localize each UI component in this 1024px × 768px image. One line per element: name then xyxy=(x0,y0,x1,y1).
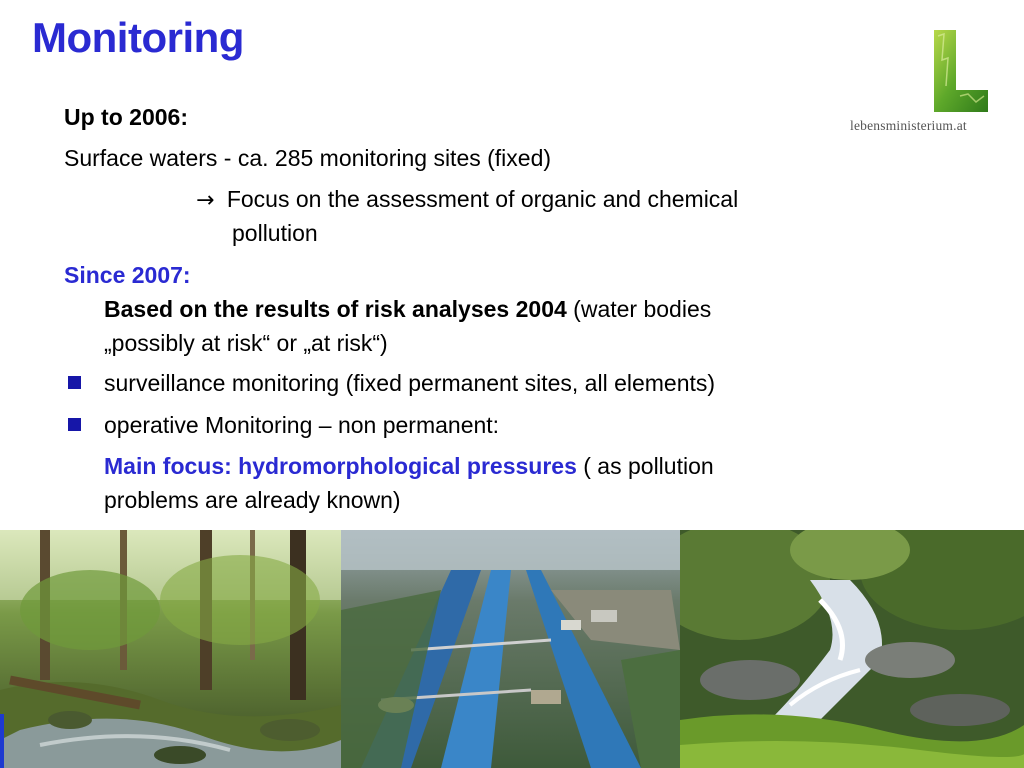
risk-analysis-line-1 xyxy=(104,292,711,326)
photo-strip xyxy=(0,530,1024,768)
logo-text: lebensministerium.at xyxy=(850,118,967,133)
risk-analysis-bold: Based on the results of risk analyses 2004 xyxy=(104,296,567,322)
forest-stream-photo xyxy=(0,530,341,768)
bullet-item-operative: operative Monitoring – non permanent: xyxy=(104,412,500,438)
accent-bar xyxy=(0,714,4,768)
river-aerial-photo xyxy=(341,530,680,768)
main-focus-line-1 xyxy=(104,449,714,483)
main-focus-line-2: problems are already known) xyxy=(104,487,401,513)
surface-waters-text: Surface waters - ca. 285 monitoring sites (fixed) xyxy=(64,145,552,171)
heading-since-2007: Since 2007: xyxy=(64,262,191,288)
square-bullet-icon xyxy=(68,376,81,389)
focus-line-1 xyxy=(196,182,738,218)
risk-analysis-line-2: „possibly at risk“ or „at risk“) xyxy=(104,330,388,356)
focus-text-1: Focus on the assessment of organic and chemical xyxy=(226,186,739,212)
slide-title: Monitoring xyxy=(32,14,244,61)
main-focus-bold: Main focus: hydromorphological pressures xyxy=(104,453,577,479)
main-focus-rest: ( as pollution xyxy=(576,453,714,479)
arrow-right-icon: → xyxy=(196,188,215,213)
square-bullet-icon xyxy=(68,418,81,431)
focus-line-2: pollution xyxy=(232,220,318,246)
mountain-stream-photo xyxy=(680,530,1024,768)
risk-analysis-rest: (water bodies xyxy=(566,296,712,322)
bullet-item-surveillance: surveillance monitoring (fixed permanent sites, all elements) xyxy=(104,370,716,396)
heading-up-to-2006: Up to 2006: xyxy=(64,104,188,130)
